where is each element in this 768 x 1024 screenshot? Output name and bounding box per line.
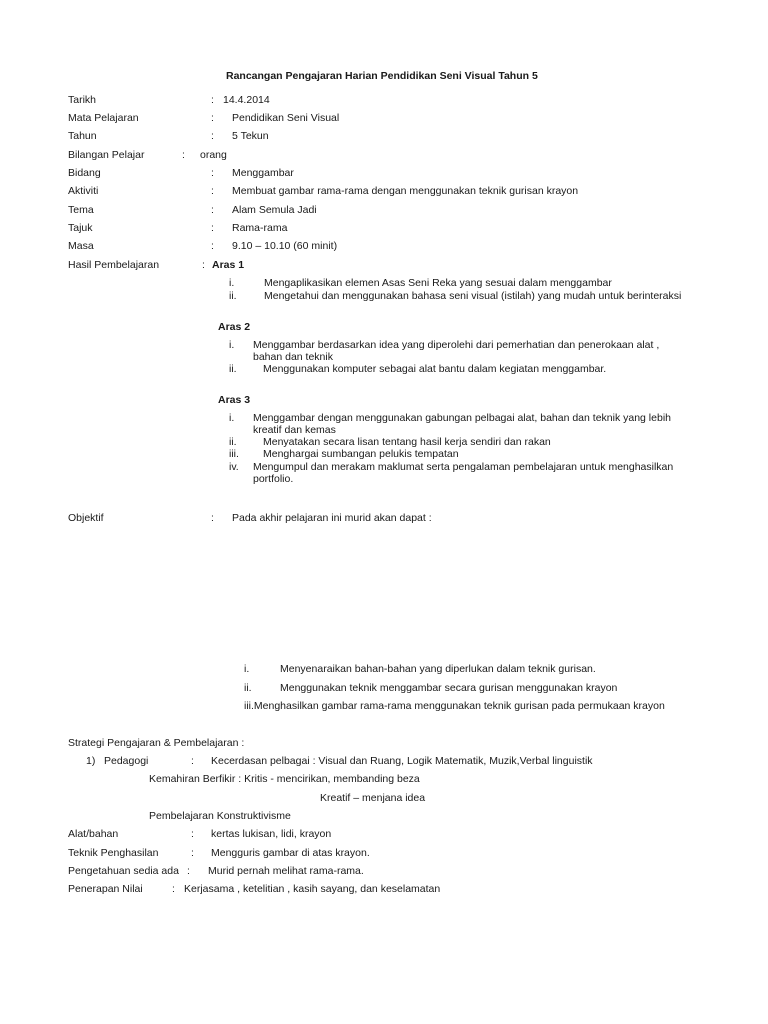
aras-3-item-num: iii. [229, 448, 239, 460]
field-colon: : [191, 847, 194, 859]
field-colon: : [187, 865, 190, 877]
aras-1-item-num: ii. [229, 290, 237, 302]
kreatif-line: Kreatif – menjana idea [320, 792, 426, 804]
aras-2-item-text: Menggunakan komputer sebagai alat bantu dalam kegiatan menggambar. [263, 363, 607, 375]
field-value-alat-bahan: kertas lukisan, lidi, krayon [211, 828, 332, 840]
field-colon: : [211, 112, 214, 124]
hasil-label: Hasil Pembelajaran [68, 259, 160, 271]
aras-2-item-text-cont: bahan dan teknik [253, 351, 333, 363]
aras-1-item-text: Mengaplikasikan elemen Asas Seni Reka yang sesuai dalam menggambar [264, 277, 612, 289]
aras-1-heading: Aras 1 [212, 259, 245, 271]
document-title: Rancangan Pengajaran Harian Pendidikan Seni Visual Tahun 5 [226, 70, 538, 82]
field-value-tarikh: 14.4.2014 [223, 94, 270, 106]
objektif-item-text: Menyenaraikan bahan-bahan yang diperlukan dalam teknik gurisan. [280, 663, 596, 675]
aras-3-item-num: ii. [229, 436, 237, 448]
pedagogi-value: Kecerdasan pelbagai : Visual dan Ruang, Logik Matematik, Muzik,Verbal linguistik [211, 755, 593, 767]
field-label-bidang: Bidang [68, 167, 101, 179]
pedagogi-colon: : [191, 755, 194, 767]
field-value-penerapan-nilai: Kerjasama , ketelitian , kasih sayang, dan keselamatan [184, 883, 441, 895]
field-colon: : [211, 94, 214, 106]
field-value-aktiviti: Membuat gambar rama-rama dengan menggunakan teknik gurisan krayon [232, 185, 579, 197]
field-label-alat-bahan: Alat/bahan [68, 828, 119, 840]
field-value-bilangan-pelajar: orang [200, 149, 227, 161]
aras-3-item-text-cont: portfolio. [253, 473, 294, 485]
field-label-mata-pelajaran: Mata Pelajaran [68, 112, 139, 124]
aras-2-item-text: Menggambar berdasarkan idea yang diperolehi dari pemerhatian dan penerokaan alat , [253, 339, 660, 351]
aras-3-item-num: i. [229, 412, 235, 424]
hasil-colon: : [202, 259, 205, 271]
aras-1-item-text: Mengetahui dan menggunakan bahasa seni visual (istilah) yang mudah untuk berinteraksi [264, 290, 682, 302]
field-value-teknik-penghasilan: Mengguris gambar di atas krayon. [211, 847, 370, 859]
field-colon: : [191, 828, 194, 840]
field-colon: : [211, 222, 214, 234]
aras-1-item-num: i. [229, 277, 235, 289]
field-value-masa: 9.10 – 10.10 (60 minit) [232, 240, 338, 252]
objektif-item-num: ii. [244, 682, 252, 694]
field-label-teknik-penghasilan: Teknik Penghasilan [68, 847, 159, 859]
objektif-colon: : [211, 512, 214, 524]
field-colon: : [211, 204, 214, 216]
field-label-tahun: Tahun [68, 130, 97, 142]
field-colon: : [172, 883, 175, 895]
aras-3-item-text: Menghargai sumbangan pelukis tempatan [263, 448, 459, 460]
aras-3-item-text-cont: kreatif dan kemas [253, 424, 336, 436]
field-label-masa: Masa [68, 240, 94, 252]
aras-3-item-text: Menyatakan secara lisan tentang hasil kerja sendiri dan rakan [263, 436, 551, 448]
field-value-pengetahuan: Murid pernah melihat rama-rama. [208, 865, 364, 877]
strategi-heading: Strategi Pengajaran & Pembelajaran : [68, 737, 245, 749]
aras-2-heading: Aras 2 [218, 321, 251, 333]
field-label-penerapan-nilai: Penerapan Nilai [68, 883, 143, 895]
field-label-tajuk: Tajuk [68, 222, 93, 234]
aras-3-item-text: Mengumpul dan merakam maklumat serta pengalaman pembelajaran untuk menghasilkan [253, 461, 674, 473]
field-colon: : [211, 185, 214, 197]
objektif-item-num: i. [244, 663, 250, 675]
objektif-label: Objektif [68, 512, 104, 524]
aras-3-item-text: Menggambar dengan menggunakan gabungan pelbagai alat, bahan dan teknik yang lebih [253, 412, 671, 424]
field-value-mata-pelajaran: Pendidikan Seni Visual [232, 112, 340, 124]
aras-3-heading: Aras 3 [218, 394, 251, 406]
kemahiran-berfikir: Kemahiran Berfikir : Kritis - mencirikan, membanding beza [149, 773, 420, 785]
field-value-tajuk: Rama-rama [232, 222, 288, 234]
field-label-tarikh: Tarikh [68, 94, 97, 106]
objektif-item-text: iii.Menghasilkan gambar rama-rama menggunakan teknik gurisan pada permukaan krayon [244, 700, 665, 712]
field-colon: : [182, 149, 185, 161]
field-value-bidang: Menggambar [232, 167, 294, 179]
field-value-tema: Alam Semula Jadi [232, 204, 317, 216]
field-colon: : [211, 167, 214, 179]
aras-2-item-num: i. [229, 339, 235, 351]
field-label-aktiviti: Aktiviti [68, 185, 99, 197]
field-colon: : [211, 240, 214, 252]
field-label-bilangan-pelajar: Bilangan Pelajar [68, 149, 145, 161]
aras-3-item-num: iv. [229, 461, 239, 473]
field-colon: : [211, 130, 214, 142]
pedagogi-label: Pedagogi [104, 755, 149, 767]
objektif-intro: Pada akhir pelajaran ini murid akan dapat : [232, 512, 432, 524]
pedagogi-number: 1) [86, 755, 96, 767]
field-label-tema: Tema [68, 204, 94, 216]
pembelajaran-konstruktivisme: Pembelajaran Konstruktivisme [149, 810, 291, 822]
field-label-pengetahuan: Pengetahuan sedia ada [68, 865, 179, 877]
objektif-item-text: Menggunakan teknik menggambar secara gurisan menggunakan krayon [280, 682, 618, 694]
aras-2-item-num: ii. [229, 363, 237, 375]
field-value-tahun: 5 Tekun [232, 130, 269, 142]
